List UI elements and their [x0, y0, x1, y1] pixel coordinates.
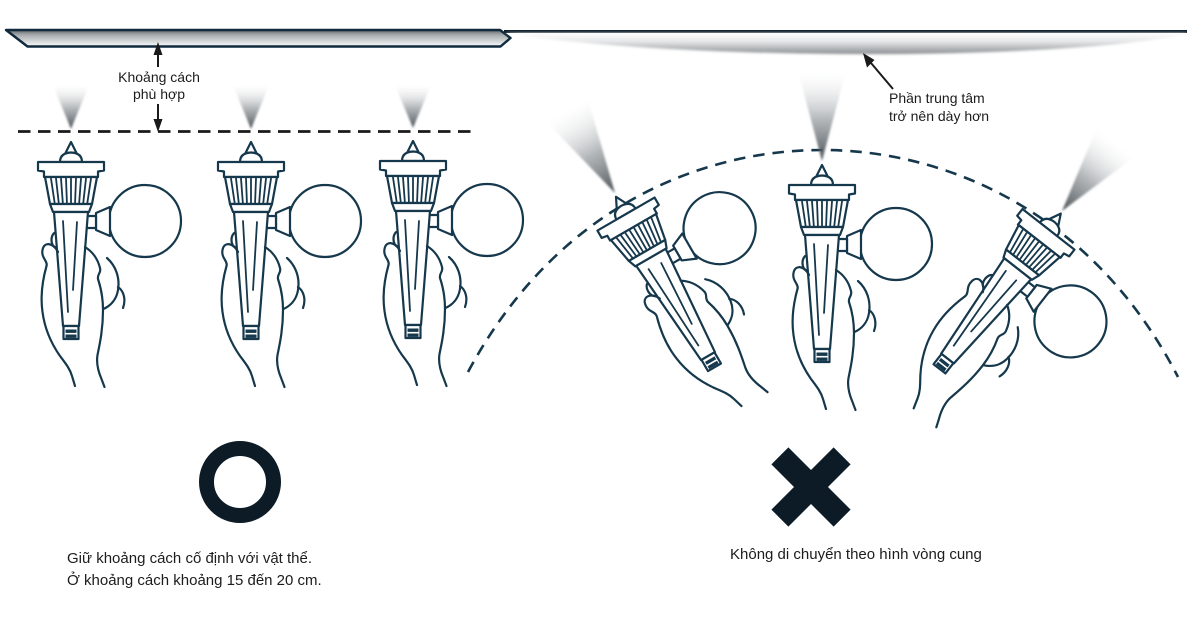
spray-gun: [789, 165, 932, 410]
spray-gun: [380, 141, 523, 386]
correct-ring-icon: [207, 449, 274, 516]
spray-cone: [395, 84, 432, 128]
center-thicker-note-line2: trở nên dày hơn: [889, 108, 990, 124]
spray-gun: [218, 142, 361, 387]
spray-cone: [53, 84, 90, 129]
spray-cone: [233, 84, 270, 129]
distance-label: [98, 69, 220, 102]
spray-cone: [798, 71, 846, 161]
wrong-caption-line1: Không di chuyển theo hình vòng cung: [730, 546, 982, 563]
correct-caption-line2: Ở khoảng cách khoảng 15 đến 20 cm.: [67, 572, 322, 589]
distance-label-line1: Khoảng cách: [118, 69, 200, 85]
correct-caption-line1: Giữ khoảng cách cố định với vật thể.: [67, 550, 313, 567]
center-thicker-note: [889, 89, 989, 125]
spray-cone: [1043, 127, 1135, 226]
distance-label-line2: phù hợp: [132, 85, 185, 102]
target-surface-uneven: [504, 32, 1187, 55]
wrong-cross-icon: [749, 425, 873, 549]
target-surface-flat: [6, 30, 511, 47]
annotation-arrow: [863, 53, 893, 89]
center-thicker-note-line1: Phần trung tâm: [889, 90, 985, 106]
spray-gun: [38, 142, 181, 387]
spray-cone: [546, 97, 636, 205]
wrong-caption: [730, 545, 982, 565]
correct-caption: [67, 548, 322, 592]
